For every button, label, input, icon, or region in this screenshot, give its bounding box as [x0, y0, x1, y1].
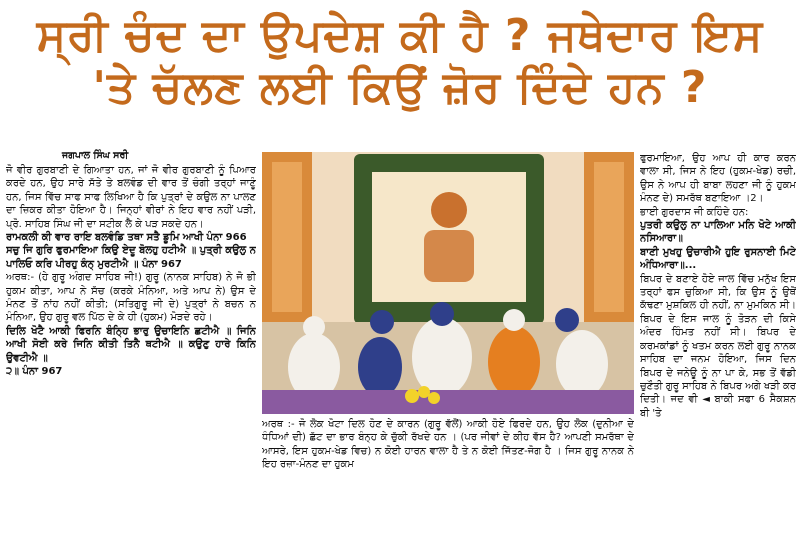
- continued-on-label: ਬਾਕੀ ਸਫਾ 6 ਸੈਕਸ਼ਨ ਬੀ 'ਤੇ: [640, 394, 796, 419]
- scripture-quote-2: ਦਿਲਿ ਖੋਟੈ ਆਕੀ ਫਿਰਨਿ ਬੰਨ੍ਹਿ ਭਾਰੁ ਉਚਾਇਨਿ ਛਟੀਐ ॥ ਜਿਨਿ ਆਖੀ ਸੋਈ ਕਰੇ ਜਿਨਿ ਕੀਤੀ ਤਿਨੈ ਥਟੀਐ ॥ ਕਉਣੁ ਹਾਰੇ ਕਿਨਿ ਉਵਟੀਐ ॥: [6, 325, 256, 364]
- center-bottom-column: [262, 418, 634, 542]
- paragraph-intro: ਜੋ ਵੀਰ ਗੁਰਬਾਣੀ ਦੇ ਗਿਆਤਾ ਹਨ, ਜਾਂ ਜੋ ਵੀਰ ਗੁਰਬਾਣੀ ਨੂੰ ਪਿਆਰ ਕਰਦੇ ਹਨ, ਉਹ ਸਾਰੇ ਸੱਤੇ ਤੇ ਬਲਵੰਡ ਦੀ ਵਾਰ ਤੋਂ ਚੰਗੀ ਤਰ੍ਹਾਂ ਜਾਣੂੰ ਹਨ, ਜਿਸ ਵਿੱਚ ਸਾਫ ਸਾਫ ਲਿਖਿਆ ਹੈ ਕਿ ਪੁਤ੍ਰਾਂ ਦੇ ਕਉਲ ਨਾ ਪਾਲਣ ਦਾ ਜ਼ਿਕਰ ਕੀਤਾ ਹੋਇਆ ਹੈ। ਜਿਨ੍ਹਾਂ ਵੀਰਾਂ ਨੇ ਇਹ ਵਾਰ ਨਹੀਂ ਪੜੀ, ਪ੍ਰੋ. ਸਾਹਿਬ ਸਿੰਘ ਜੀ ਦਾ ਸਟੀਕ ਲੈ ਕੇ ਪੜ ਸਕਦੇ ਹਨ।: [6, 165, 256, 230]
- scripture-quote: ਸਚੁ ਜਿ ਗੁਰਿ ਫੁਰਮਾਇਆ ਕਿਉ ਏਦੂ ਬੋਲਹੁ ਹਟੀਐ ॥ ਪੁਤ੍ਰੀ ਕਉਲੁ ਨ ਪਾਲਿਓ ਕਰਿ ਪੀਰਹੁ ਕੰਨ੍ ਮੁਰਟੀਐ ॥ ਪੰਨਾ 967: [6, 245, 256, 270]
- page-reference: ੨॥ ਪੰਨਾ 967: [6, 366, 63, 378]
- paragraph-meaning-2: ਅਰਥ :- ਜੋ ਲੋਕ ਖੋਟਾ ਦਿਲ ਹੋਣ ਦੇ ਕਾਰਨ (ਗੁਰੂ ਵੱਲੋਂ) ਆਕੀ ਹੋਏ ਫਿਰਦੇ ਹਨ, ਉਹ ਲੋਕ (ਦੁਨੀਆ ਦੇ ਧੰਧਿਆਂ ਦੀ) ਛੱਟ ਦਾ ਭਾਰ ਬੰਨ੍ਹ ਕੇ ਚੁੱਕੀ ਰੱਖਦੇ ਹਨ । (ਪਰ ਜੀਵਾਂ ਦੇ ਕੀਹ ਵੱਸ ਹੈ? ਆਪਣੀ ਸਮਰੱਥਾ ਦੇ ਆਸਰੇ, ਇਸ ਹੁਕਮ-ਖੇਡ ਵਿਚ) ਨ ਕੋਈ ਹਾਰਨ ਵਾਲਾ ਹੈ ਤੇ ਨ ਕੋਈ ਜਿੱਤਣ-ਜੋਗ ਹੈ । ਜਿਸ ਗੁਰੂ ਨਾਨਕ ਨੇ ਇਹ ਰਜ਼ਾ-ਮੰਨਣ ਦਾ ਹੁਕਮ: [262, 419, 634, 471]
- right-column: [640, 152, 796, 542]
- left-column: [6, 164, 256, 542]
- scripture-reference: ਰਾਮਕਲੀ ਕੀ ਵਾਰ ਰਾਇ ਬਲਵੰਡਿ ਤਥਾ ਸਤੈ ਡੂਮਿ ਆਖੀ ਪੰਨਾ 966: [6, 232, 247, 244]
- headline: [6, 10, 794, 114]
- paragraph-meaning: ਅਰਥ:- (ਹੇ ਗੁਰੂ ਅੰਗਦ ਸਾਹਿਬ ਜੀ!) ਗੁਰੂ (ਨਾਨਕ ਸਾਹਿਬ) ਨੇ ਜੋ ਭੀ ਹੁਕਮ ਕੀਤਾ, ਆਪ ਨੇ ਸੱਚ (ਕਰਕੇ ਮੰਨਿਆ, ਅਤੇ ਆਪ ਨੇ) ਉਸ ਦੇ ਮੰਨਣ ਤੋਂ ਨਾਂਹ ਨਹੀਂ ਕੀਤੀ; (ਸਤਿਗੁਰੂ ਜੀ ਦੇ) ਪੁਤ੍ਰਾਂ ਨੇ ਬਚਨ ਨ ਮੰਨਿਆ, ਉਹ ਗੁਰੂ ਵਲ ਪਿੱਠ ਦੇ ਕੇ ਹੀ (ਹੁਕਮ) ਮੋੜਦੇ ਰਹੇ।: [6, 272, 256, 324]
- headline-line-1: ਸ੍ਰੀ ਚੰਦ ਦਾ ਉਪਦੇਸ਼ ਕੀ ਹੈ ? ਜਥੇਦਾਰ ਇਸ: [36, 10, 764, 61]
- news-photo: [262, 152, 634, 414]
- paragraph-bipar: [640, 273, 796, 420]
- paragraph-continuation: ਫੁਰਮਾਇਆ, ਉਹ ਆਪ ਹੀ ਕਾਰ ਕਰਨ ਵਾਲਾ ਸੀ, ਜਿਸ ਨੇ ਇਹ (ਹੁਕਮ-ਖੇਡ) ਰਚੀ, ਉਸ ਨੇ ਆਪ ਹੀ ਬਾਬਾ ਲਹਣਾ ਜੀ ਨੂੰ ਹੁਕਮ ਮੰਨਣ ਦੇ) ਸਮਰੱਥ ਬਣਾਇਆ ।2।: [640, 153, 796, 205]
- bhai-gurdas-intro: ਭਾਈ ਗੁਰਦਾਸ ਜੀ ਕਹਿੰਦੇ ਹਨ:: [640, 206, 749, 218]
- paragraph-bipar-text: ਬਿਪਰ ਦੇ ਬਣਾਏ ਹੋਏ ਜਾਲ ਵਿੱਚ ਮਨੁੱਖ ਇਸ ਤਰ੍ਹਾਂ ਫਸ ਚੁਕਿਆ ਸੀ, ਕਿ ਉਸ ਨੂੰ ਉਥੋਂ ਕੱਢਣਾ ਮੁਸ਼ਕਿਲ ਹੀ ਨਹੀਂ, ਨਾ ਮੁਮਕਿਨ ਸੀ। ਬਿਪਰ ਦੇ ਇਸ ਜਾਲ ਨੂੰ ਤੋੜਨ ਦੀ ਕਿਸੇ ਅੰਦਰ ਹਿੰਮਤ ਨਹੀਂ ਸੀ। ਬਿਪਰ ਦੇ ਕਰਮਕਾਂਡਾਂ ਨੂੰ ਖਤਮ ਕਰਨ ਲਈ ਗੁਰੂ ਨਾਨਕ ਸਾਹਿਬ ਦਾ ਜਨਮ ਹੋਇਆ, ਜਿਸ ਦਿਨ ਬਿਪਰ ਦੇ ਜਨੇਊ ਨੂੰ ਨਾ ਪਾ ਕੇ, ਸਭ ਤੋਂ ਵੱਡੀ ਚੁਣੌਤੀ ਗੁਰੂ ਸਾਹਿਬ ਨੇ ਬਿਪਰ ਅਗੇ ਖੜੀ ਕਰ ਦਿਤੀ। ਜਦ ਵੀ: [640, 273, 796, 406]
- bhai-gurdas-quote-1: ਪੁਤਰੀ ਕਉਲੁ ਨਾ ਪਾਲਿਆ ਮਨਿ ਖੋਟੇ ਆਕੀ ਨਸਿਆਰਾ॥: [640, 220, 796, 245]
- bhai-gurdas-quote-2: ਬਾਣੀ ਮੁਖਹੁ ਉਚਾਰੀਐ ਹੁਇ ਰੁਸਨਾਈ ਮਿਟੇ ਅੰਧਿਆਰਾ॥...: [640, 246, 796, 272]
- author-byline: ਜਗਪਾਲ ਸਿੰਘ ਸਰੀ: [62, 150, 129, 161]
- headline-line-2: 'ਤੇ ਚੱਲਣ ਲਈ ਕਿਉਂ ਜ਼ੋਰ ਦਿੰਦੇ ਹਨ ?: [92, 62, 708, 113]
- arrow-left-icon: ◄: [702, 394, 710, 406]
